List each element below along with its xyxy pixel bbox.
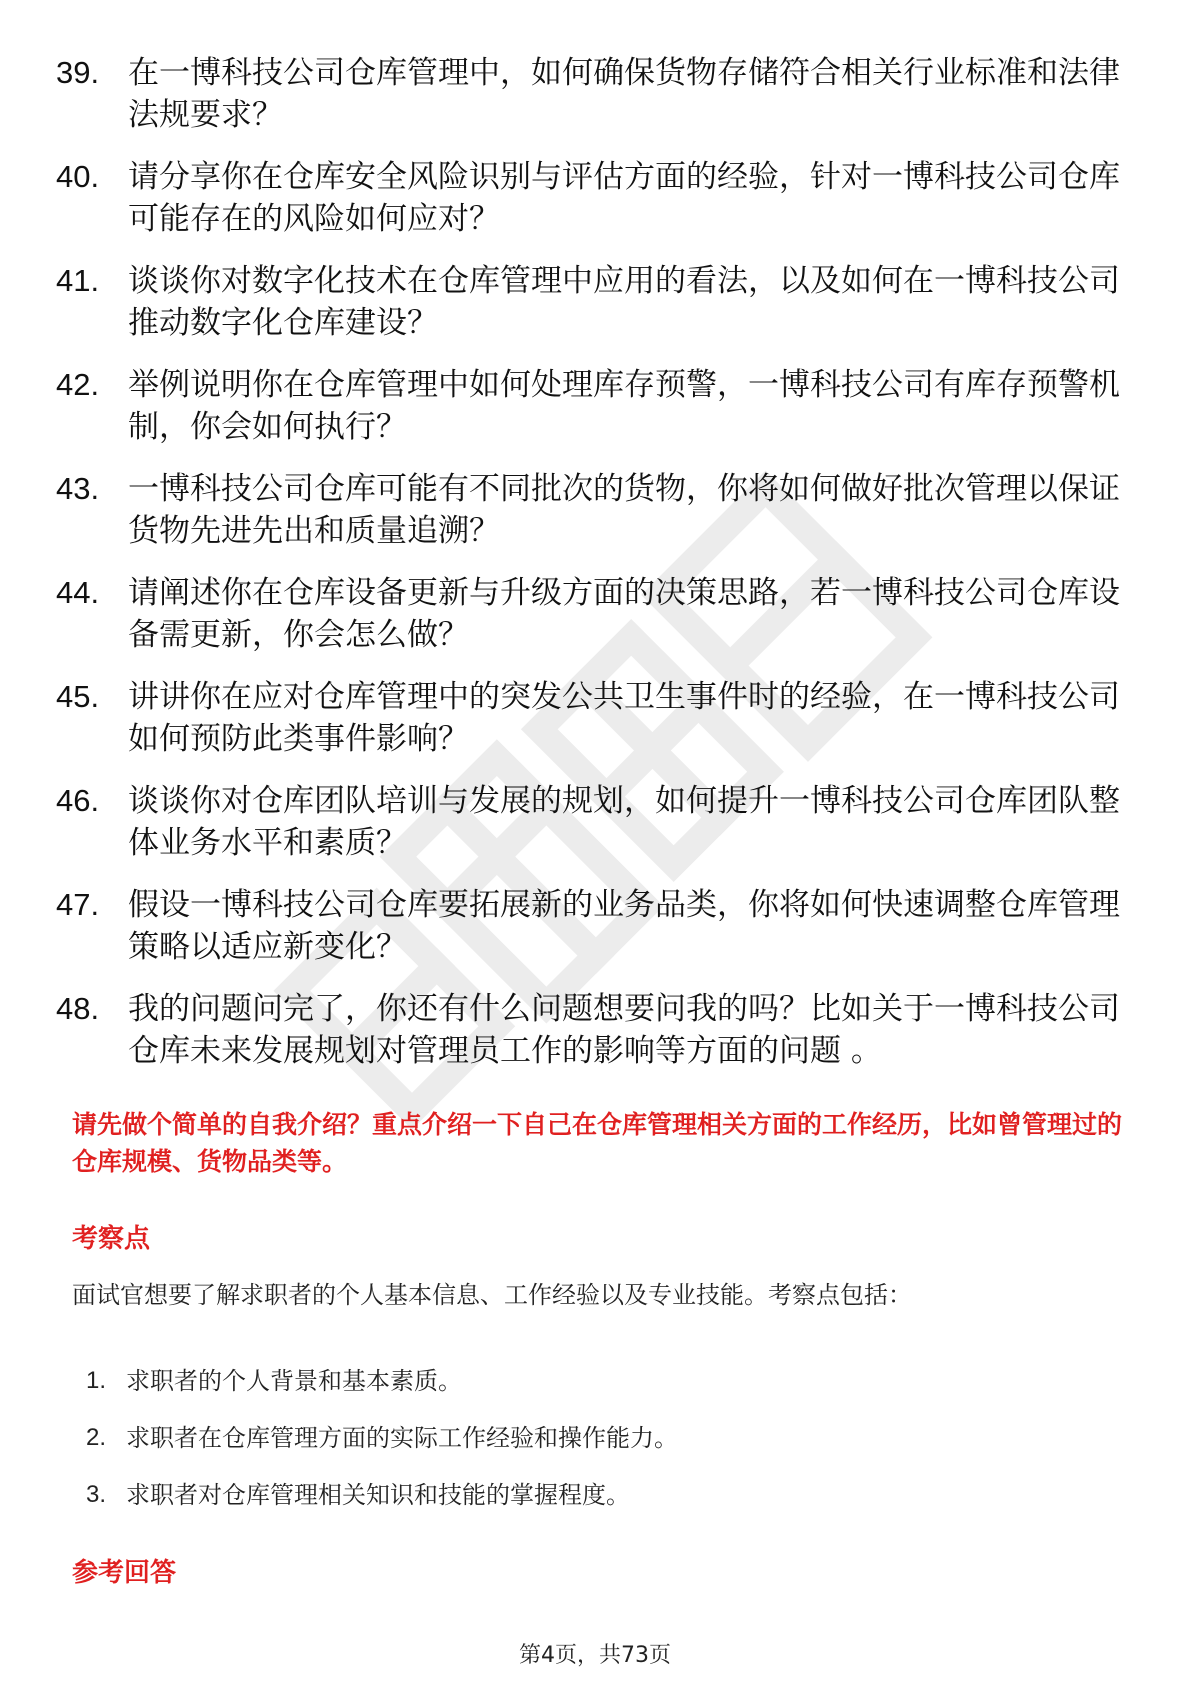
intro-paragraph: 面试官想要了解求职者的个人基本信息、工作经验以及专业技能。考察点包括：: [72, 1281, 912, 1309]
question-text: 在一博科技公司仓库管理中，如何确保货物存储符合相关行业标准和法律法规要求？: [128, 55, 1120, 133]
question-text: 举例说明你在仓库管理中如何处理库存预警，一博科技公司有库存预警机制，你会如何执行？: [128, 367, 1120, 445]
page-footer: 第4页，共73页: [519, 1643, 671, 1668]
question-text: 假设一博科技公司仓库要拓展新的业务品类，你将如何快速调整仓库管理策略以适应新变化？: [128, 887, 1120, 965]
question-number: 41.: [56, 263, 100, 298]
list-item: [56, 988, 1126, 1072]
list-item: [56, 884, 1126, 968]
question-number: 42.: [56, 367, 100, 402]
list-item: [56, 780, 1126, 864]
question-number: 47.: [56, 887, 100, 922]
list-item: [56, 572, 1126, 656]
list-item: [86, 1421, 678, 1455]
question-number: 46.: [56, 783, 100, 818]
featured-question: 请先做个简单的自我介绍？重点介绍一下自己在仓库管理相关方面的工作经历，比如曾管理过的仓库规模、货物品类等。: [72, 1110, 1123, 1176]
list-item: [56, 364, 1126, 448]
point-text: 求职者在仓库管理方面的实际工作经验和操作能力。: [126, 1424, 678, 1452]
question-text: 一博科技公司仓库可能有不同批次的货物，你将如何做好批次管理以保证货物先进先出和质量追溯？: [128, 471, 1120, 549]
question-text: 谈谈你对数字化技术在仓库管理中应用的看法，以及如何在一博科技公司推动数字化仓库建设？: [128, 263, 1120, 341]
list-item: [56, 156, 1126, 240]
point-number: 2.: [86, 1424, 107, 1451]
point-number: 1.: [86, 1367, 107, 1394]
list-item: [56, 260, 1126, 344]
list-item: [56, 468, 1126, 552]
list-item: [86, 1478, 678, 1512]
question-number: 39.: [56, 55, 100, 90]
list-item: [56, 676, 1126, 760]
question-text: 谈谈你对仓库团队培训与发展的规划，如何提升一博科技公司仓库团队整体业务水平和素质？: [128, 783, 1120, 861]
list-item: [56, 52, 1126, 136]
point-number: 3.: [86, 1481, 107, 1508]
question-text: 请分享你在仓库安全风险识别与评估方面的经验，针对一博科技公司仓库可能存在的风险如何应对？: [128, 159, 1120, 237]
question-number: 43.: [56, 471, 100, 506]
question-text: 讲讲你在应对仓库管理中的突发公共卫生事件时的经验，在一博科技公司如何预防此类事件影响？: [128, 679, 1120, 757]
question-number: 48.: [56, 991, 100, 1026]
question-text: 请阐述你在仓库设备更新与升级方面的决策思路，若一博科技公司仓库设备需更新，你会怎么做？: [128, 575, 1120, 653]
section-title-reference-answer: 参考回答: [72, 1558, 177, 1588]
question-number: 45.: [56, 679, 100, 714]
question-list: [56, 52, 1126, 1092]
question-number: 40.: [56, 159, 100, 194]
point-text: 求职者对仓库管理相关知识和技能的掌握程度。: [126, 1481, 630, 1509]
point-text: 求职者的个人背景和基本素质。: [126, 1367, 462, 1395]
question-text: 我的问题问完了，你还有什么问题想要问我的吗？比如关于一博科技公司仓库未来发展规划对管理员工作的影响等方面的问题 。: [128, 991, 1120, 1069]
list-item: [86, 1364, 678, 1398]
section-title-assessment: 考察点: [72, 1224, 151, 1254]
question-number: 44.: [56, 575, 100, 610]
assessment-point-list: [86, 1364, 678, 1535]
